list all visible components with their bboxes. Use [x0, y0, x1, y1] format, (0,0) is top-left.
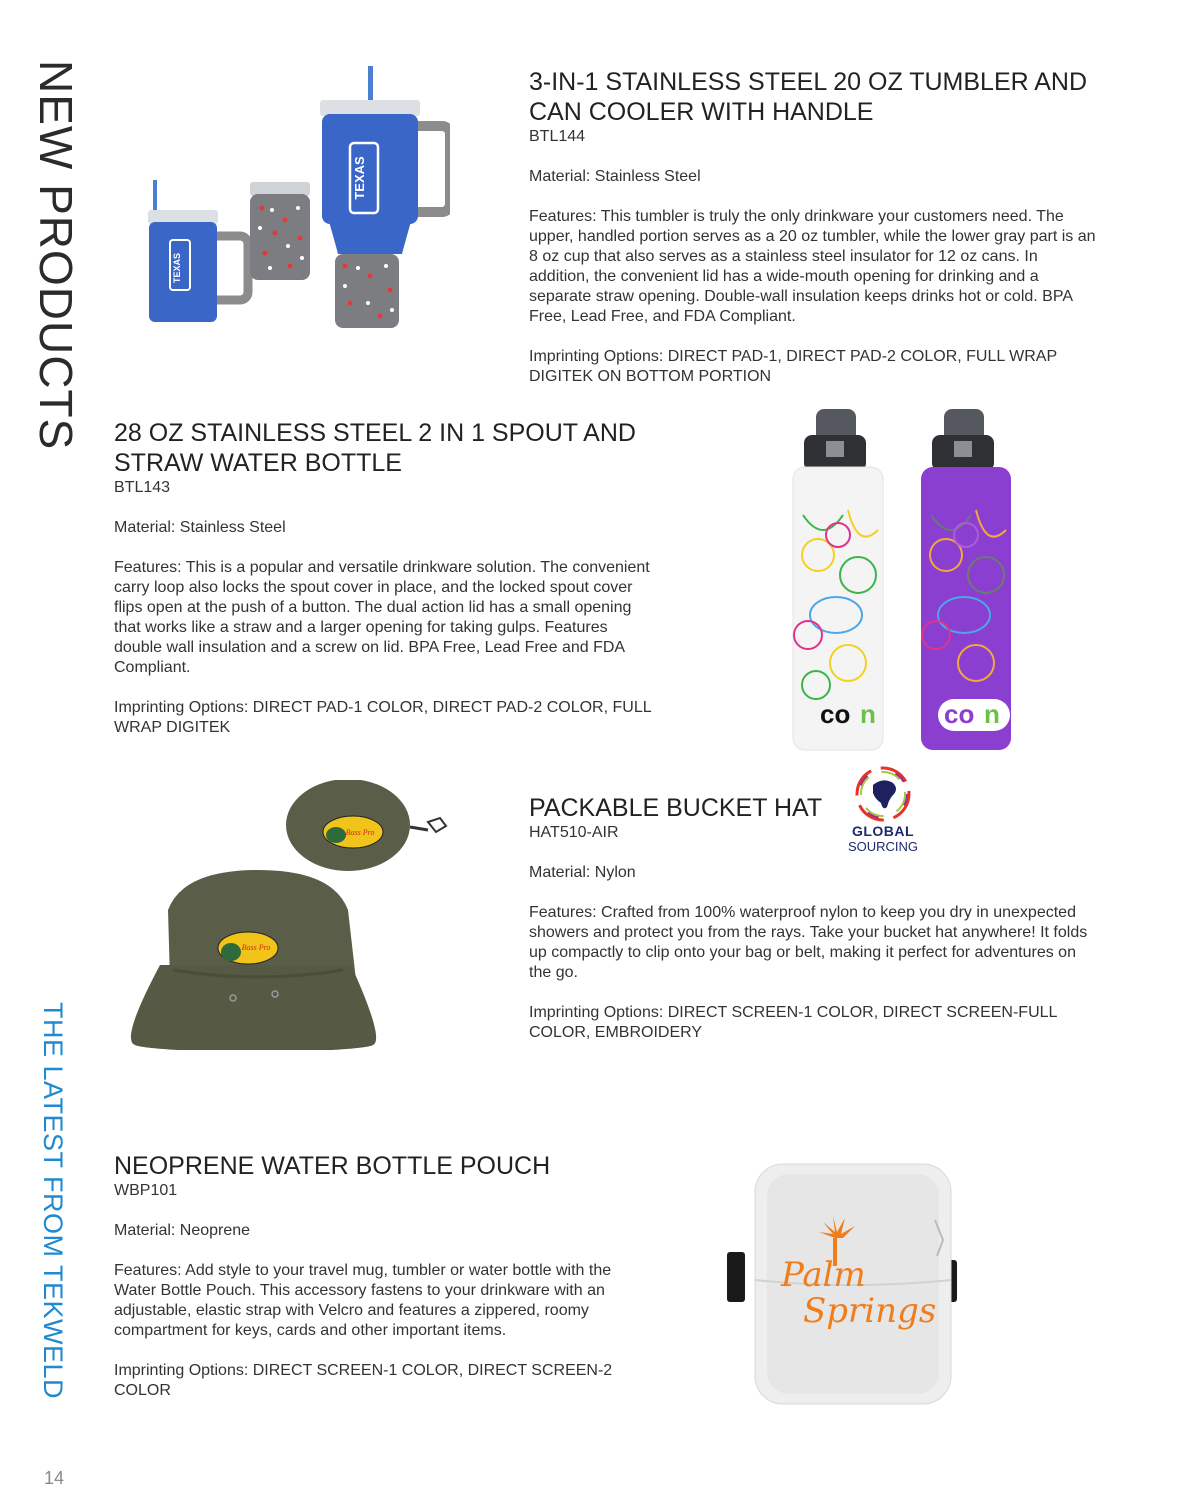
svg-text:co: co	[944, 699, 975, 729]
product-sku: HAT510-AIR	[529, 824, 619, 841]
product-sku: BTL144	[529, 128, 586, 145]
product-title: PACKABLE BUCKET HAT	[529, 794, 823, 822]
product-hat510-air	[529, 793, 1089, 1043]
product-title: NEOPRENE WATER BOTTLE POUCH	[114, 1152, 551, 1180]
badge-line2: SOURCING	[847, 839, 919, 854]
svg-text:Palm: Palm	[781, 1255, 866, 1295]
product-features: Features: Add style to your travel mug, tumbler or water bottle with the Water Bottle Pouch. This accessory fastens to your drinkware with an adjustable, elastic strap with Velcro and features a zippered, roomy compartment for keys, cards and other important items.	[114, 1262, 612, 1339]
badge-line1: GLOBAL	[851, 823, 915, 839]
globe-icon	[853, 765, 913, 823]
svg-text:n: n	[984, 699, 1000, 729]
product-image-water-bottles	[788, 405, 1028, 755]
product-image-tumbler	[140, 58, 450, 338]
product-imprinting: Imprinting Options: DIRECT SCREEN-1 COLOR, DIRECT SCREEN-2 COLOR	[114, 1362, 613, 1399]
product-title: 3-IN-1 STAINLESS STEEL 20 OZ TUMBLER AND CAN COOLER WITH HANDLE	[529, 68, 1088, 126]
svg-text:n: n	[860, 699, 876, 729]
product-image-pouch	[725, 1160, 965, 1410]
svg-text:TEXAS: TEXAS	[172, 252, 182, 284]
section-title	[28, 60, 88, 490]
svg-text:TEXAS: TEXAS	[352, 156, 367, 200]
product-imprinting: Imprinting Options: DIRECT PAD-1, DIRECT PAD-2 COLOR, FULL WRAP DIGITEK ON BOTTOM PORTION	[529, 348, 1057, 385]
product-sku: WBP101	[114, 1182, 178, 1199]
product-features: Features: Crafted from 100% waterproof nylon to keep you dry in unexpected showers and protect you from the rays. Take your bucket hat anywhere! It folds up compactly to clip onto your bag or belt, making it perfect for adventures on the go.	[529, 904, 1088, 981]
product-material: Material: Stainless Steel	[114, 519, 286, 536]
section-title-text: NEW PRODUCTS	[30, 60, 82, 451]
global-sourcing-badge	[838, 765, 928, 860]
svg-text:Bass Pro: Bass Pro	[241, 943, 271, 952]
svg-text:co: co	[820, 699, 851, 729]
section-subtitle	[30, 1002, 70, 1432]
product-imprinting: Imprinting Options: DIRECT SCREEN-1 COLOR, DIRECT SCREEN-FULL COLOR, EMBROIDERY	[529, 1004, 1057, 1041]
product-material: Material: Stainless Steel	[529, 168, 701, 185]
product-title: 28 OZ STAINLESS STEEL 2 IN 1 SPOUT AND STRAW WATER BOTTLE	[114, 419, 636, 477]
product-wbp101	[114, 1151, 654, 1401]
product-image-bucket-hat	[128, 780, 478, 1050]
product-material: Material: Nylon	[529, 864, 636, 881]
product-material: Material: Neoprene	[114, 1222, 251, 1239]
svg-text:Bass Pro: Bass Pro	[345, 828, 375, 837]
product-features: Features: This tumbler is truly the only drinkware your customers need. The upper, handled portion serves as a 20 oz tumbler, while the lower gray part is an 8 oz cup that also serves as a stainless steel insulator for 12 oz cans. In addition, the convenient lid has a wide-mouth opening for drinking and a separate straw opening. Double-wall insulation keeps drinks hot or cold. BPA Free, Lead Free, and FDA Compliant.	[529, 208, 1096, 325]
section-subtitle-text: THE LATEST FROM TEKWELD	[38, 1002, 68, 1400]
svg-text:Springs: Springs	[803, 1291, 937, 1331]
product-sku: BTL143	[114, 479, 171, 496]
page-number: 14	[44, 1468, 65, 1488]
product-features: Features: This is a popular and versatile drinkware solution. The convenient carry loop also locks the spout cover in place, and the locked spout cover flips open at the push of a button. The dual action lid has a small opening that works like a straw and a larger opening for taking gulps. Features double wall insulation and a screw on lid. BPA Free, Lead Free and FDA Compliant.	[114, 559, 650, 676]
product-btl143	[114, 418, 654, 738]
product-imprinting: Imprinting Options: DIRECT PAD-1 COLOR, DIRECT PAD-2 COLOR, FULL WRAP DIGITEK	[114, 699, 652, 736]
product-btl144	[529, 67, 1099, 387]
